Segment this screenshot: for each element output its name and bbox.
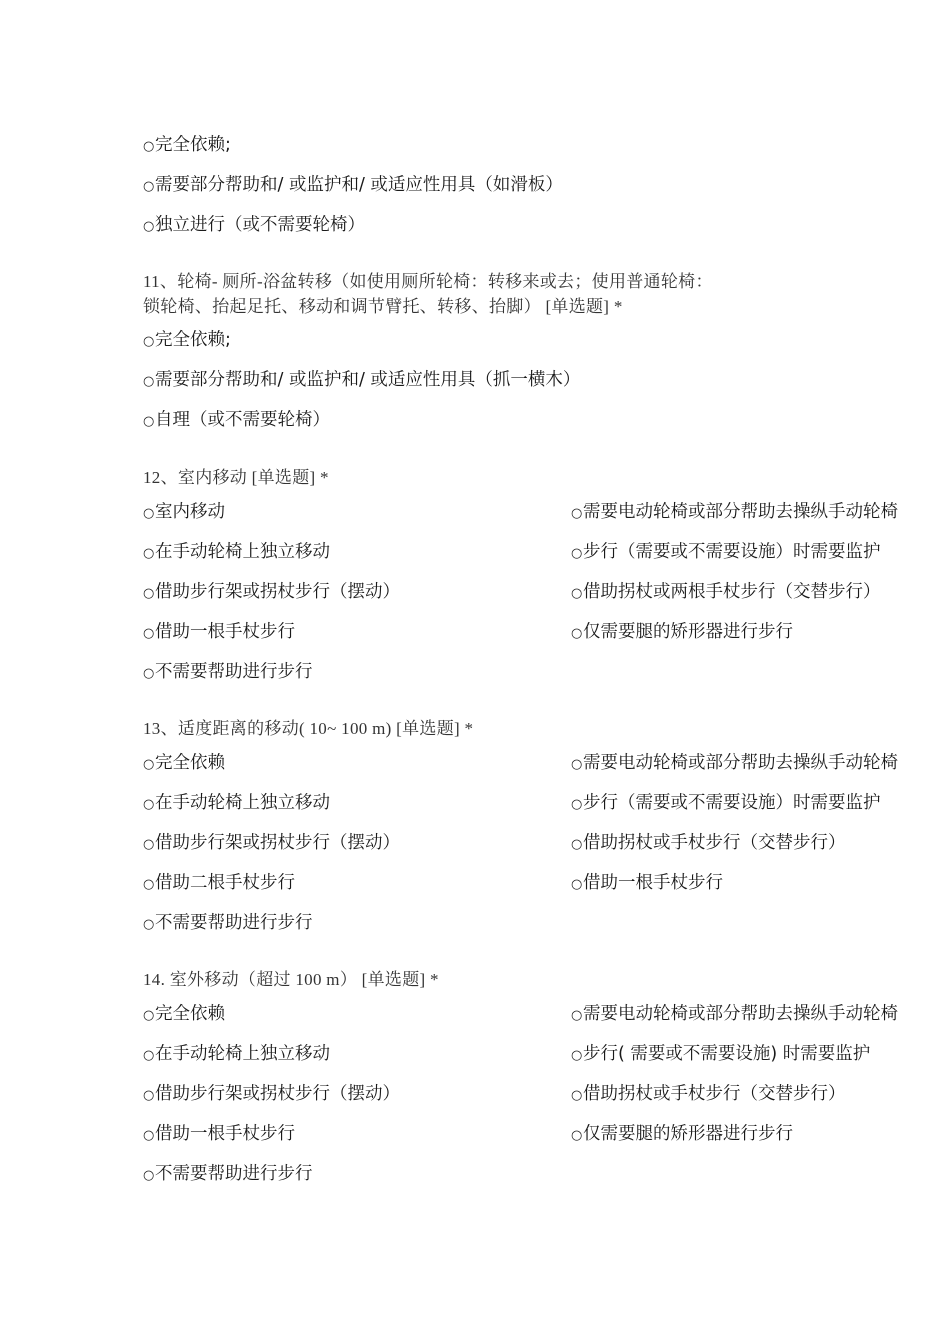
option-label: 借助步行架或拐杖步行（摆动）	[155, 582, 400, 602]
option-label: 借助步行架或拐杖步行（摆动）	[155, 1084, 400, 1104]
option-label: 室内移动	[155, 502, 225, 522]
radio-circle-icon: ○	[571, 626, 583, 641]
radio-circle-icon: ○	[143, 666, 155, 681]
radio-circle-icon: ○	[571, 757, 583, 772]
question-title: 11、轮椅- 厕所-浴盆转移（如使用厕所轮椅：转移来或去；使用普通轮椅：	[143, 272, 713, 291]
radio-option[interactable]	[571, 612, 943, 652]
radio-option[interactable]	[571, 743, 943, 783]
question-10-section	[143, 125, 943, 245]
radio-option[interactable]	[143, 360, 943, 400]
radio-circle-icon: ○	[143, 1128, 155, 1143]
option-label: 在手动轮椅上独立移动	[155, 542, 330, 562]
radio-circle-icon: ○	[571, 1048, 583, 1063]
radio-circle-icon: ○	[571, 506, 583, 521]
radio-option[interactable]	[143, 532, 571, 572]
radio-option[interactable]	[571, 783, 943, 823]
radio-circle-icon: ○	[143, 877, 155, 892]
option-label: 在手动轮椅上独立移动	[155, 793, 330, 813]
radio-circle-icon: ○	[571, 586, 583, 601]
option-label: 步行( 需要或不需要设施) 时需要监护	[583, 1044, 871, 1064]
option-label: 借助拐杖或两根手杖步行（交替步行）	[583, 582, 881, 602]
option-label: 自理（或不需要轮椅）	[155, 410, 330, 430]
option-label: 需要电动轮椅或部分帮助去操纵手动轮椅	[583, 753, 898, 773]
option-label: 完全依赖	[155, 1004, 225, 1024]
radio-option[interactable]	[143, 492, 571, 532]
option-label: 完全依赖	[155, 753, 225, 773]
question-title: 14. 室外移动（超过 100 m） [单选题] *	[143, 970, 439, 989]
radio-circle-icon: ○	[571, 877, 583, 892]
option-label: 不需要帮助进行步行	[155, 662, 313, 682]
question-12-section	[143, 465, 943, 692]
option-label: 需要部分帮助和/ 或监护和/ 或适应性用具（抓一横木）	[155, 370, 581, 390]
radio-circle-icon: ○	[143, 506, 155, 521]
radio-circle-icon: ○	[143, 374, 155, 389]
radio-option[interactable]	[571, 1074, 943, 1114]
radio-option[interactable]	[571, 863, 943, 903]
radio-circle-icon: ○	[143, 1168, 155, 1183]
radio-circle-icon: ○	[143, 797, 155, 812]
option-label: 步行（需要或不需要设施）时需要监护	[583, 542, 881, 562]
radio-circle-icon: ○	[571, 1008, 583, 1023]
options-grid	[143, 492, 943, 692]
option-label: 需要电动轮椅或部分帮助去操纵手动轮椅	[583, 1004, 898, 1024]
radio-option[interactable]	[143, 1074, 571, 1114]
option-label: 借助一根手杖步行	[155, 622, 295, 642]
radio-option[interactable]	[143, 1034, 571, 1074]
options-list	[143, 320, 943, 440]
radio-option[interactable]	[571, 1114, 943, 1154]
radio-circle-icon: ○	[571, 1128, 583, 1143]
radio-option[interactable]	[143, 743, 571, 783]
question-11-section	[143, 269, 943, 440]
option-label: 借助二根手杖步行	[155, 873, 295, 893]
radio-circle-icon: ○	[143, 1088, 155, 1103]
option-label: 借助拐杖或手杖步行（交替步行）	[583, 833, 846, 853]
question-title: 13、适度距离的移动( 10~ 100 m) [单选题] *	[143, 719, 474, 738]
radio-circle-icon: ○	[571, 797, 583, 812]
option-label: 借助拐杖或手杖步行（交替步行）	[583, 1084, 846, 1104]
option-label: 需要电动轮椅或部分帮助去操纵手动轮椅	[583, 502, 898, 522]
options-grid	[143, 994, 943, 1194]
radio-circle-icon: ○	[143, 586, 155, 601]
radio-circle-icon: ○	[571, 546, 583, 561]
radio-option[interactable]	[571, 492, 943, 532]
radio-circle-icon: ○	[143, 1008, 155, 1023]
radio-circle-icon: ○	[143, 179, 155, 194]
option-label: 借助一根手杖步行	[583, 873, 723, 893]
radio-circle-icon: ○	[143, 219, 155, 234]
option-label: 借助一根手杖步行	[155, 1124, 295, 1144]
radio-option[interactable]	[571, 823, 943, 863]
option-label: 完全依赖;	[155, 330, 231, 350]
radio-option[interactable]	[143, 1154, 571, 1194]
radio-circle-icon: ○	[143, 917, 155, 932]
radio-option[interactable]	[143, 994, 571, 1034]
radio-circle-icon: ○	[571, 1088, 583, 1103]
radio-option[interactable]	[571, 994, 943, 1034]
radio-circle-icon: ○	[143, 626, 155, 641]
radio-circle-icon: ○	[143, 546, 155, 561]
radio-circle-icon: ○	[143, 757, 155, 772]
radio-circle-icon: ○	[143, 837, 155, 852]
radio-option[interactable]	[571, 532, 943, 572]
radio-option[interactable]	[571, 1034, 943, 1074]
question-14-section	[143, 967, 943, 1194]
radio-option[interactable]	[143, 612, 571, 652]
radio-circle-icon: ○	[143, 1048, 155, 1063]
option-label: 在手动轮椅上独立移动	[155, 1044, 330, 1064]
radio-circle-icon: ○	[143, 414, 155, 429]
option-label: 步行（需要或不需要设施）时需要监护	[583, 793, 881, 813]
option-label: 仅需要腿的矫形器进行步行	[583, 1124, 793, 1144]
radio-option[interactable]	[571, 572, 943, 612]
radio-circle-icon: ○	[143, 139, 155, 154]
radio-option[interactable]	[143, 1114, 571, 1154]
question-title-continued: 锁轮椅、抬起足托、移动和调节臂托、转移、抬脚） [单选题] *	[143, 297, 623, 316]
option-label: 独立进行（或不需要轮椅）	[155, 215, 365, 235]
radio-circle-icon: ○	[143, 334, 155, 349]
radio-option[interactable]	[143, 903, 571, 943]
radio-option[interactable]	[143, 320, 943, 360]
options-grid	[143, 743, 943, 943]
radio-option[interactable]	[143, 125, 943, 165]
option-label: 借助步行架或拐杖步行（摆动）	[155, 833, 400, 853]
radio-option[interactable]	[143, 863, 571, 903]
radio-option[interactable]	[143, 823, 571, 863]
radio-option[interactable]	[143, 652, 571, 692]
question-13-section	[143, 716, 943, 943]
option-label: 完全依赖;	[155, 135, 231, 155]
radio-option[interactable]	[143, 572, 571, 612]
radio-option[interactable]	[143, 205, 943, 245]
radio-circle-icon: ○	[571, 837, 583, 852]
option-label: 仅需要腿的矫形器进行步行	[583, 622, 793, 642]
option-label: 不需要帮助进行步行	[155, 913, 313, 933]
question-title: 12、室内移动 [单选题] *	[143, 468, 329, 487]
radio-option[interactable]	[143, 400, 943, 440]
option-label: 需要部分帮助和/ 或监护和/ 或适应性用具（如滑板）	[155, 175, 563, 195]
radio-option[interactable]	[143, 165, 943, 205]
option-label: 不需要帮助进行步行	[155, 1164, 313, 1184]
radio-option[interactable]	[143, 783, 571, 823]
